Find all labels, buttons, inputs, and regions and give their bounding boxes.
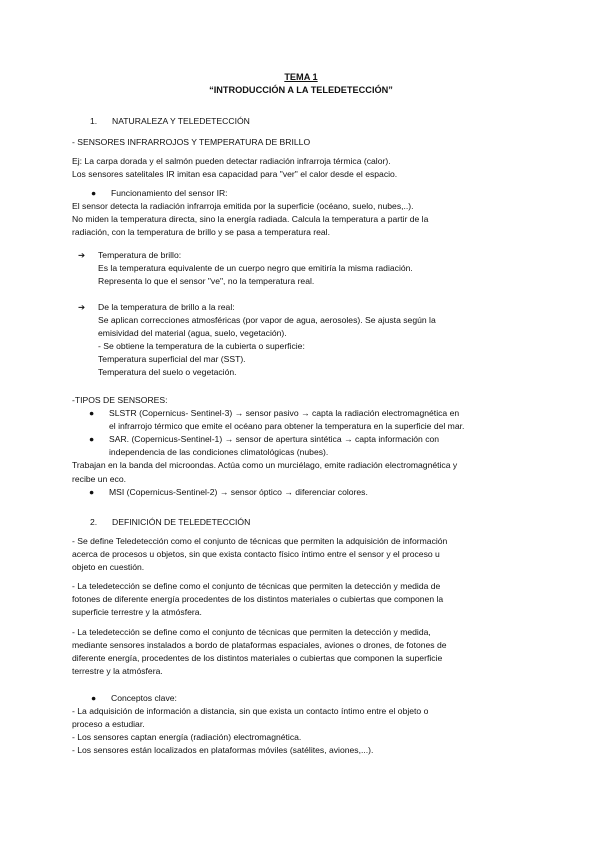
arrow-line: Se aplican correcciones atmosféricas (por vapor de agua, aerosoles). Se ajusta según la — [98, 315, 436, 326]
definition-line: terrestre y la atmósfera. — [72, 666, 163, 677]
bullet-dot-icon: ● — [91, 693, 97, 703]
arrow-item-2 — [72, 301, 530, 380]
arrow-head: De la temperatura de brillo a la real: — [98, 302, 235, 312]
subheading: - SENSORES INFRARROJOS Y TEMPERATURA DE BRILLO — [72, 137, 311, 147]
key-concepts-bullet — [88, 692, 530, 705]
definition-3 — [72, 626, 530, 678]
bullet-dot-icon: ● — [89, 408, 95, 419]
section-1-body — [72, 136, 530, 149]
intro-paragraph — [72, 155, 530, 181]
definition-line: - La teledetección se define como el conjunto de técnicas que permiten la detección y medida, — [72, 627, 431, 637]
key-line: proceso a estudiar. — [72, 719, 145, 730]
section-1-heading-text: NATURALEZA Y TELEDETECCIÓN — [112, 116, 250, 126]
key-concepts-heading: Conceptos clave: — [111, 693, 177, 703]
sensor-type-item — [86, 407, 530, 433]
bullet-ir — [88, 187, 530, 200]
section-2 — [72, 516, 530, 529]
ir-line: El sensor detecta la radiación infrarroja emitida por la superficie (océano, suelo, nubes,..). — [72, 201, 414, 212]
sensor-line: SAR. (Copernicus-Sentinel-1) → sensor de apertura sintética → capta información con — [109, 434, 440, 445]
section-1 — [72, 115, 530, 128]
ir-line: radiación, con la temperatura de brillo y se pasa a temperatura real. — [72, 227, 330, 238]
bullet-dot-icon: ● — [91, 188, 97, 198]
definition-line: diferente energía, procedentes de los distintos materiales o cubiertas que componen la superficie — [72, 653, 443, 664]
sensor-line: el infrarrojo térmico que emite el océano para obtener la temperatura en la superficie del mar. — [109, 421, 465, 432]
section-1-number: 1. — [90, 116, 98, 126]
arrow-row — [78, 301, 530, 380]
arrow-line: emisividad del material (agua, suelo, vegetación). — [98, 328, 287, 339]
arrow-line: Es la temperatura equivalente de un cuerpo negro que emitiría la misma radiación. — [98, 263, 413, 274]
intro-line: Los sensores satelitales IR imitan esa capacidad para "ver" el calor desde el espacio. — [72, 169, 398, 180]
sensor-line: SLSTR (Copernicus- Sentinel-3) → sensor pasivo → capta la radiación electromagnética en — [109, 408, 460, 419]
section-2-number: 2. — [90, 517, 98, 527]
definition-line: objeto en cuestión. — [72, 562, 145, 573]
ir-section — [72, 187, 530, 239]
arrow-line: Representa lo que el sensor "ve", no la temperatura real. — [98, 276, 315, 287]
arrow-right-icon: ➔ — [78, 302, 86, 312]
key-line: - La adquisición de información a distancia, sin que exista un contacto íntimo entre el objeto o — [72, 706, 429, 717]
arrow-row — [78, 249, 530, 288]
key-concepts — [72, 692, 530, 757]
msi-line: MSI (Copernicus-Sentinel-2) → sensor óptico → diferenciar colores. — [109, 486, 368, 497]
arrow-right-icon: ➔ — [78, 250, 86, 260]
bullet-dot-icon: ● — [89, 486, 95, 497]
definition-line: - Se define Teledetección como el conjunto de técnicas que permiten la adquisición de información — [72, 536, 448, 546]
arrow-line: Temperatura del suelo o vegetación. — [98, 367, 237, 378]
types-heading: -TIPOS DE SENSORES: — [72, 395, 168, 405]
document-header — [72, 71, 530, 96]
definition-2 — [72, 580, 530, 619]
arrow-head: Temperatura de brillo: — [98, 250, 182, 260]
definition-line: fotones de diferente energía procedentes de los distintos materiales o cubiertas que componen la — [72, 594, 444, 605]
doc-subtitle: “INTRODUCCIÓN A LA TELEDETECCIÓN” — [209, 84, 393, 95]
section-2-heading-text: DEFINICIÓN DE TELEDETECCIÓN — [112, 517, 251, 527]
intro-line: Ej: La carpa dorada y el salmón pueden detectar radiación infrarroja térmica (calor). — [72, 156, 391, 166]
section-1-heading — [72, 115, 530, 128]
definition-1 — [72, 535, 530, 574]
sensor-type-item — [86, 433, 530, 459]
bullet-ir-text: Funcionamiento del sensor IR: — [111, 188, 228, 198]
key-line: - Los sensores están localizados en plataformas móviles (satélites, aviones,...). — [72, 745, 374, 756]
doc-title: TEMA 1 — [284, 72, 318, 82]
definition-line: mediante sensores instalados a bordo de plataformas espaciales, aviones o drones, de fotones de — [72, 640, 447, 651]
sensor-types — [72, 394, 530, 499]
bullet-dot-icon: ● — [89, 434, 95, 445]
arrow-line: Temperatura superficial del mar (SST). — [98, 354, 246, 365]
sensor-line: independencia de las condiciones climatológicas (nubes). — [109, 447, 329, 458]
definition-line: superficie terrestre y la atmósfera. — [72, 607, 202, 618]
microwave-line: recibe un eco. — [72, 473, 126, 484]
arrow-line: - Se obtiene la temperatura de la cubierta o superficie: — [98, 341, 305, 352]
definition-line: acerca de procesos u objetos, sin que exista contacto físico íntimo entre el sensor y el proceso u — [72, 549, 440, 560]
ir-line: No miden la temperatura directa, sino la energía radiada. Calcula la temperatura a partir de la — [72, 214, 429, 225]
arrow-item-1 — [72, 249, 530, 288]
microwave-line: Trabajan en la banda del microondas. Actúa como un murciélago, emite radiación electromagnética y — [72, 460, 458, 471]
definition-line: - La teledetección se define como el conjunto de técnicas que permiten la detección y medida de — [72, 581, 441, 591]
section-2-heading — [72, 516, 530, 529]
key-line: - Los sensores captan energía (radiación) electromagnética. — [72, 732, 302, 743]
sensor-type-item — [86, 486, 530, 499]
